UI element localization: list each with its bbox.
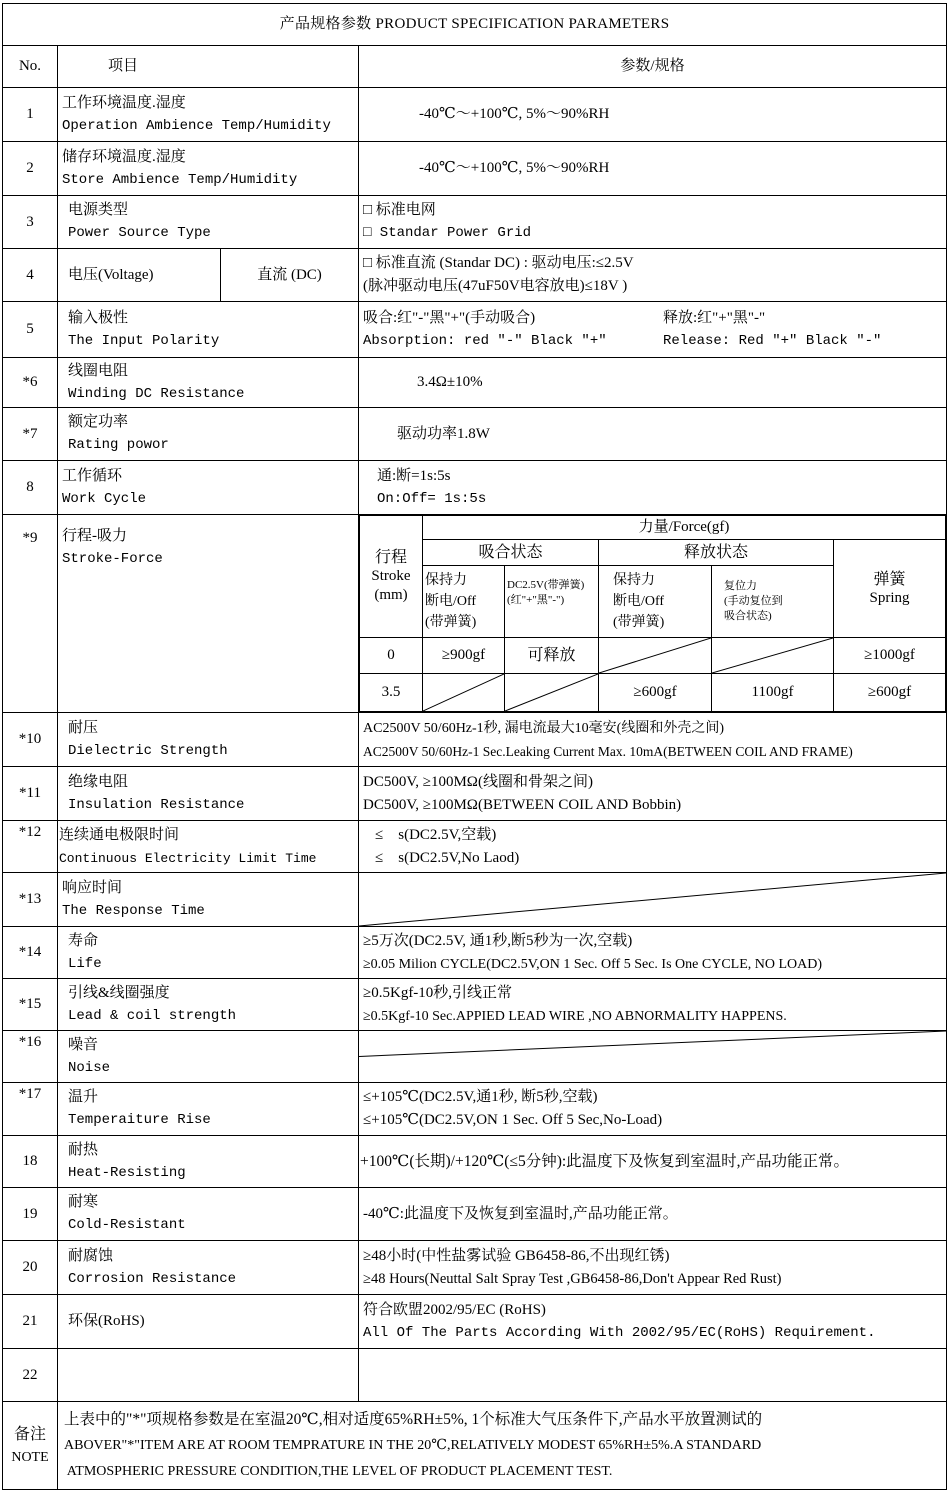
spec-release-en: Release: Red "+" Black "-"	[663, 332, 882, 349]
row-number: 2	[3, 142, 58, 196]
spec-cell	[359, 1241, 947, 1295]
item-en: Dielectric Strength	[68, 742, 228, 759]
empty-diagonal-cell	[359, 873, 947, 927]
item-cn: 噪音	[68, 1036, 99, 1053]
item-en: Rating powor	[68, 437, 169, 453]
item-cell	[58, 461, 359, 515]
item-cell	[58, 1083, 359, 1136]
dc-polarity: (红"+"黑"-")	[507, 594, 565, 606]
item-cn: 工作环境温度.湿度	[62, 94, 186, 111]
item-cell: 电压(Voltage)	[58, 249, 221, 302]
item-en: Work Cycle	[62, 490, 147, 507]
force-table	[359, 515, 946, 712]
spec-line: □ 标准直流 (Standar DC) : 驱动电压:≤2.5V	[363, 255, 634, 271]
row-number: *12	[3, 821, 58, 873]
item-en: The Input Polarity	[68, 332, 220, 349]
row-number: *10	[3, 713, 58, 767]
note-row	[3, 1402, 947, 1490]
item-cn: 储存环境温度.湿度	[62, 148, 186, 165]
spec-line: 通:断=1s:5s	[377, 467, 451, 484]
empty-diagonal-cell	[505, 674, 599, 712]
item-sub-cell: 直流 (DC)	[221, 249, 359, 302]
note-label-cn: 备注	[13, 1425, 46, 1443]
spec-cell: -40℃～+100℃, 5%～90%RH	[359, 142, 947, 196]
spec-pull-en: Absorption: red "-" Black "+"	[363, 332, 607, 349]
item-en: Cold-Resistant	[68, 1217, 186, 1233]
spec-line: AC2500V 50/60Hz-1秒, 漏电流最大10毫安(线圈和外壳之间)	[363, 720, 725, 736]
spec-line	[363, 330, 942, 353]
item-en: Winding DC Resistance	[68, 385, 245, 402]
item-cell	[58, 1241, 359, 1295]
item-cn: 耐腐蚀	[68, 1247, 114, 1264]
item-en: Stroke-Force	[62, 551, 163, 567]
spec-line: □ 标准电网	[363, 202, 436, 218]
item-cell	[58, 1031, 359, 1083]
item-cn: 行程-吸力	[62, 528, 127, 544]
spec-line: ≥0.5Kgf-10秒,引线正常	[363, 984, 513, 1001]
note-label-en: NOTE	[11, 1449, 49, 1465]
spec-line: All Of The Parts According With 2002/95/EC(RoHS) Requirement.	[363, 1324, 876, 1341]
table-row	[3, 461, 947, 515]
table-row	[3, 927, 947, 979]
header-no: No.	[3, 46, 58, 88]
hold-off: 断电/Off	[425, 594, 477, 609]
item-cell: 环保(RoHS)	[58, 1295, 359, 1349]
table-row	[3, 821, 947, 873]
spec-line: ≤ s(DC2.5V,空载)	[375, 826, 497, 843]
spring-value: ≥600gf	[834, 674, 946, 712]
table-row	[3, 358, 947, 408]
item-cell	[58, 196, 359, 249]
item-cell	[58, 821, 359, 873]
spec-pull-cn: 吸合:红"-"黑"+"(手动吸合)	[363, 309, 536, 326]
row-number: 18	[3, 1136, 58, 1188]
item-cell	[58, 873, 359, 927]
reset-value: 1100gf	[712, 674, 834, 712]
hold-release-value: ≥600gf	[599, 674, 712, 712]
row-number: 22	[3, 1349, 58, 1402]
table-row	[3, 713, 947, 767]
item-cell	[58, 1349, 359, 1402]
row-number: *14	[3, 927, 58, 979]
spec-cell	[359, 713, 947, 767]
table-row	[3, 302, 947, 358]
table-row	[3, 249, 947, 302]
row-number: 3	[3, 196, 58, 249]
stroke-header	[360, 516, 423, 638]
spec-cell: -40℃:此温度下及恢复到室温时,产品功能正常。	[359, 1188, 947, 1241]
reset-note2: 吸合状态)	[724, 610, 772, 622]
item-en: The Response Time	[62, 902, 205, 919]
table-row	[3, 1031, 947, 1083]
item-cell	[58, 979, 359, 1031]
empty-diagonal-cell	[359, 1031, 947, 1083]
spec-cell: 驱动功率1.8W	[359, 408, 947, 461]
stroke-en: Stroke	[371, 568, 411, 584]
release-state: 释放状态	[599, 540, 834, 566]
spec-release-cn: 释放:红"+"黑"-"	[663, 309, 766, 326]
row-number: 20	[3, 1241, 58, 1295]
spec-cell: +100℃(长期)/+120℃(≤5分钟):此温度下及恢复到室温时,产品功能正常。	[359, 1136, 947, 1188]
spec-line: ≤+105℃(DC2.5V,ON 1 Sec. Off 5 Sec,No-Load)	[363, 1112, 663, 1128]
table-row	[3, 88, 947, 142]
hold-off: 断电/Off	[613, 594, 665, 609]
spec-line: ≥48小时(中性盐雾试验 GB6458-86,不出现红锈)	[363, 1247, 670, 1264]
force-title: 力量/Force(gf)	[423, 516, 946, 540]
item-en: Corrosion Resistance	[68, 1270, 237, 1287]
table-row	[3, 1349, 947, 1402]
item-cn: 线圈电阻	[68, 362, 129, 379]
hold-value: ≥900gf	[423, 638, 505, 674]
item-cell	[58, 767, 359, 821]
spring-cn: 弹簧	[873, 570, 906, 588]
item-en: Heat-Resisting	[68, 1164, 186, 1181]
note-line: ABOVER"*"ITEM ARE AT ROOM TEMPRATURE IN THE 20℃,RELATIVELY MODEST 65%RH±5%.A STANDARD	[64, 1437, 762, 1453]
empty-diagonal-cell	[712, 638, 834, 674]
spec-line: ≥0.5Kgf-10 Sec.APPIED LEAD WIRE ,NO ABNORMALITY HAPPENS.	[363, 1008, 787, 1024]
stroke-value: 0	[360, 638, 423, 674]
spec-line: ≥48 Hours(Neuttal Salt Spray Test ,GB6458-86,Don't Appear Red Rust)	[363, 1270, 782, 1287]
item-cell	[58, 713, 359, 767]
item-cn: 引线&线圈强度	[68, 984, 170, 1001]
note-line: 上表中的"*"项规格参数是在室温20℃,相对适度65%RH±5%, 1个标准大气压条件下,产品水平放置测试的	[64, 1410, 763, 1428]
stroke-unit: (mm)	[374, 587, 408, 603]
item-en: Power Source Type	[68, 225, 211, 241]
empty-diagonal-cell	[423, 674, 505, 712]
dc-value: 可释放	[505, 638, 599, 674]
header-row	[3, 46, 947, 88]
spec-cell	[359, 196, 947, 249]
row-number: *9	[3, 515, 58, 713]
spec-line	[363, 307, 942, 330]
row-number: *11	[3, 767, 58, 821]
stroke-label: 行程	[374, 549, 407, 566]
spec-cell	[359, 1083, 947, 1136]
pull-state: 吸合状态	[423, 540, 599, 566]
stroke-value: 3.5	[360, 674, 423, 712]
row-number: 4	[3, 249, 58, 302]
spec-cell	[359, 1349, 947, 1402]
item-cn: 耐压	[68, 719, 99, 736]
table-row	[3, 1188, 947, 1241]
table-row	[3, 1083, 947, 1136]
row-number: *7	[3, 408, 58, 461]
item-cn: 输入极性	[68, 309, 129, 326]
table-row	[3, 1241, 947, 1295]
header-item: 项目	[58, 46, 359, 88]
dc-release-header	[505, 566, 599, 638]
row-number: 8	[3, 461, 58, 515]
table-row	[3, 196, 947, 249]
spec-line: 符合欧盟2002/95/EC (RoHS)	[363, 1301, 546, 1318]
spec-line: DC500V, ≥100MΩ(BETWEEN COIL AND Bobbin)	[363, 796, 682, 813]
spec-cell	[359, 461, 947, 515]
item-cell	[58, 1136, 359, 1188]
table-row	[3, 767, 947, 821]
dc-label: DC2.5V(带弹簧)	[507, 579, 585, 591]
note-line: ATMOSPHERIC PRESSURE CONDITION,THE LEVEL OF PRODUCT PLACEMENT TEST.	[64, 1463, 613, 1479]
spring-en: Spring	[869, 589, 910, 606]
item-cell	[58, 515, 359, 713]
item-cn: 连续通电极限时间	[59, 826, 180, 843]
row-number: 19	[3, 1188, 58, 1241]
spec-table	[2, 3, 947, 1490]
hold-force-header	[423, 566, 505, 638]
table-row	[3, 1295, 947, 1349]
spec-line: (脉冲驱动电压(47uF50V电容放电)≤18V )	[363, 278, 628, 294]
item-cell	[58, 1188, 359, 1241]
spec-cell	[359, 1295, 947, 1349]
row-number: 21	[3, 1295, 58, 1349]
table-title: 产品规格参数 PRODUCT SPECIFICATION PARAMETERS	[3, 4, 947, 46]
note-text-cell	[58, 1402, 947, 1490]
spec-cell: -40℃～+100℃, 5%～90%RH	[359, 88, 947, 142]
item-en: Temperaiture Rise	[68, 1112, 211, 1128]
spring-value: ≥1000gf	[834, 638, 946, 674]
spec-cell	[359, 767, 947, 821]
table-row	[3, 979, 947, 1031]
reset-label: 复位力	[724, 580, 757, 592]
table-row	[3, 515, 947, 713]
spec-cell	[359, 302, 947, 358]
title-row	[3, 4, 947, 46]
item-cn: 额定功率	[68, 414, 129, 430]
row-number: *6	[3, 358, 58, 408]
hold-force-release-header	[599, 566, 712, 638]
table-row	[3, 1136, 947, 1188]
item-cell	[58, 408, 359, 461]
spec-line: ≥0.05 Milion CYCLE(DC2.5V,ON 1 Sec. Off 5 Sec. Is One CYCLE, NO LOAD)	[363, 956, 823, 972]
item-en: Continuous Electricity Limit Time	[59, 850, 317, 866]
row-number: *16	[3, 1031, 58, 1083]
row-number: 1	[3, 88, 58, 142]
spring-header	[834, 540, 946, 638]
item-cell	[58, 142, 359, 196]
item-en: Lead & coil strength	[68, 1007, 237, 1024]
spec-line: ≤+105℃(DC2.5V,通1秒, 断5秒,空载)	[363, 1089, 598, 1105]
item-cell	[58, 302, 359, 358]
item-cn: 耐热	[68, 1141, 99, 1158]
spec-line: ≤ s(DC2.5V,No Laod)	[375, 849, 520, 866]
item-cn: 寿命	[68, 932, 99, 949]
item-en: Store Ambience Temp/Humidity	[62, 171, 298, 188]
table-row	[3, 873, 947, 927]
spec-line: DC500V, ≥100MΩ(线圈和骨架之间)	[363, 773, 593, 790]
spec-cell	[359, 927, 947, 979]
hold-label: 保持力	[613, 573, 655, 588]
item-cn: 绝缘电阻	[68, 773, 129, 790]
row-number: *13	[3, 873, 58, 927]
spec-cell	[359, 249, 947, 302]
item-cell	[58, 88, 359, 142]
spec-line: AC2500V 50/60Hz-1 Sec.Leaking Current Max. 10mA(BETWEEN COIL AND FRAME)	[363, 743, 853, 759]
header-spec: 参数/规格	[359, 46, 947, 88]
item-cn: 工作循环	[62, 467, 123, 484]
spec-cell	[359, 979, 947, 1031]
spec-line: □ Standar Power Grid	[363, 225, 532, 241]
item-en: Insulation Resistance	[68, 796, 245, 813]
hold-spring: (带弹簧)	[425, 615, 477, 630]
hold-label: 保持力	[425, 573, 467, 588]
hold-spring: (带弹簧)	[613, 615, 665, 630]
item-cn: 电源类型	[68, 202, 129, 218]
row-number: 5	[3, 302, 58, 358]
note-label-cell	[3, 1402, 58, 1490]
reset-force-header	[712, 566, 834, 638]
spec-cell: 3.4Ω±10%	[359, 358, 947, 408]
table-row	[3, 142, 947, 196]
table-row	[3, 408, 947, 461]
reset-note: (手动复位到	[724, 595, 783, 607]
item-cn: 耐寒	[68, 1194, 99, 1210]
item-cn: 响应时间	[62, 879, 123, 896]
item-cn: 温升	[68, 1089, 99, 1105]
item-en: Noise	[68, 1059, 111, 1076]
item-cell	[58, 927, 359, 979]
spec-line: On:Off= 1s:5s	[377, 490, 487, 507]
force-table-cell	[359, 515, 947, 713]
row-number: *15	[3, 979, 58, 1031]
empty-diagonal-cell	[599, 638, 712, 674]
item-en: Operation Ambience Temp/Humidity	[62, 117, 331, 134]
spec-line: ≥5万次(DC2.5V, 通1秒,断5秒为一次,空载)	[363, 932, 633, 949]
item-cell	[58, 358, 359, 408]
item-en: Life	[68, 955, 102, 972]
row-number: *17	[3, 1083, 58, 1136]
spec-cell	[359, 821, 947, 873]
